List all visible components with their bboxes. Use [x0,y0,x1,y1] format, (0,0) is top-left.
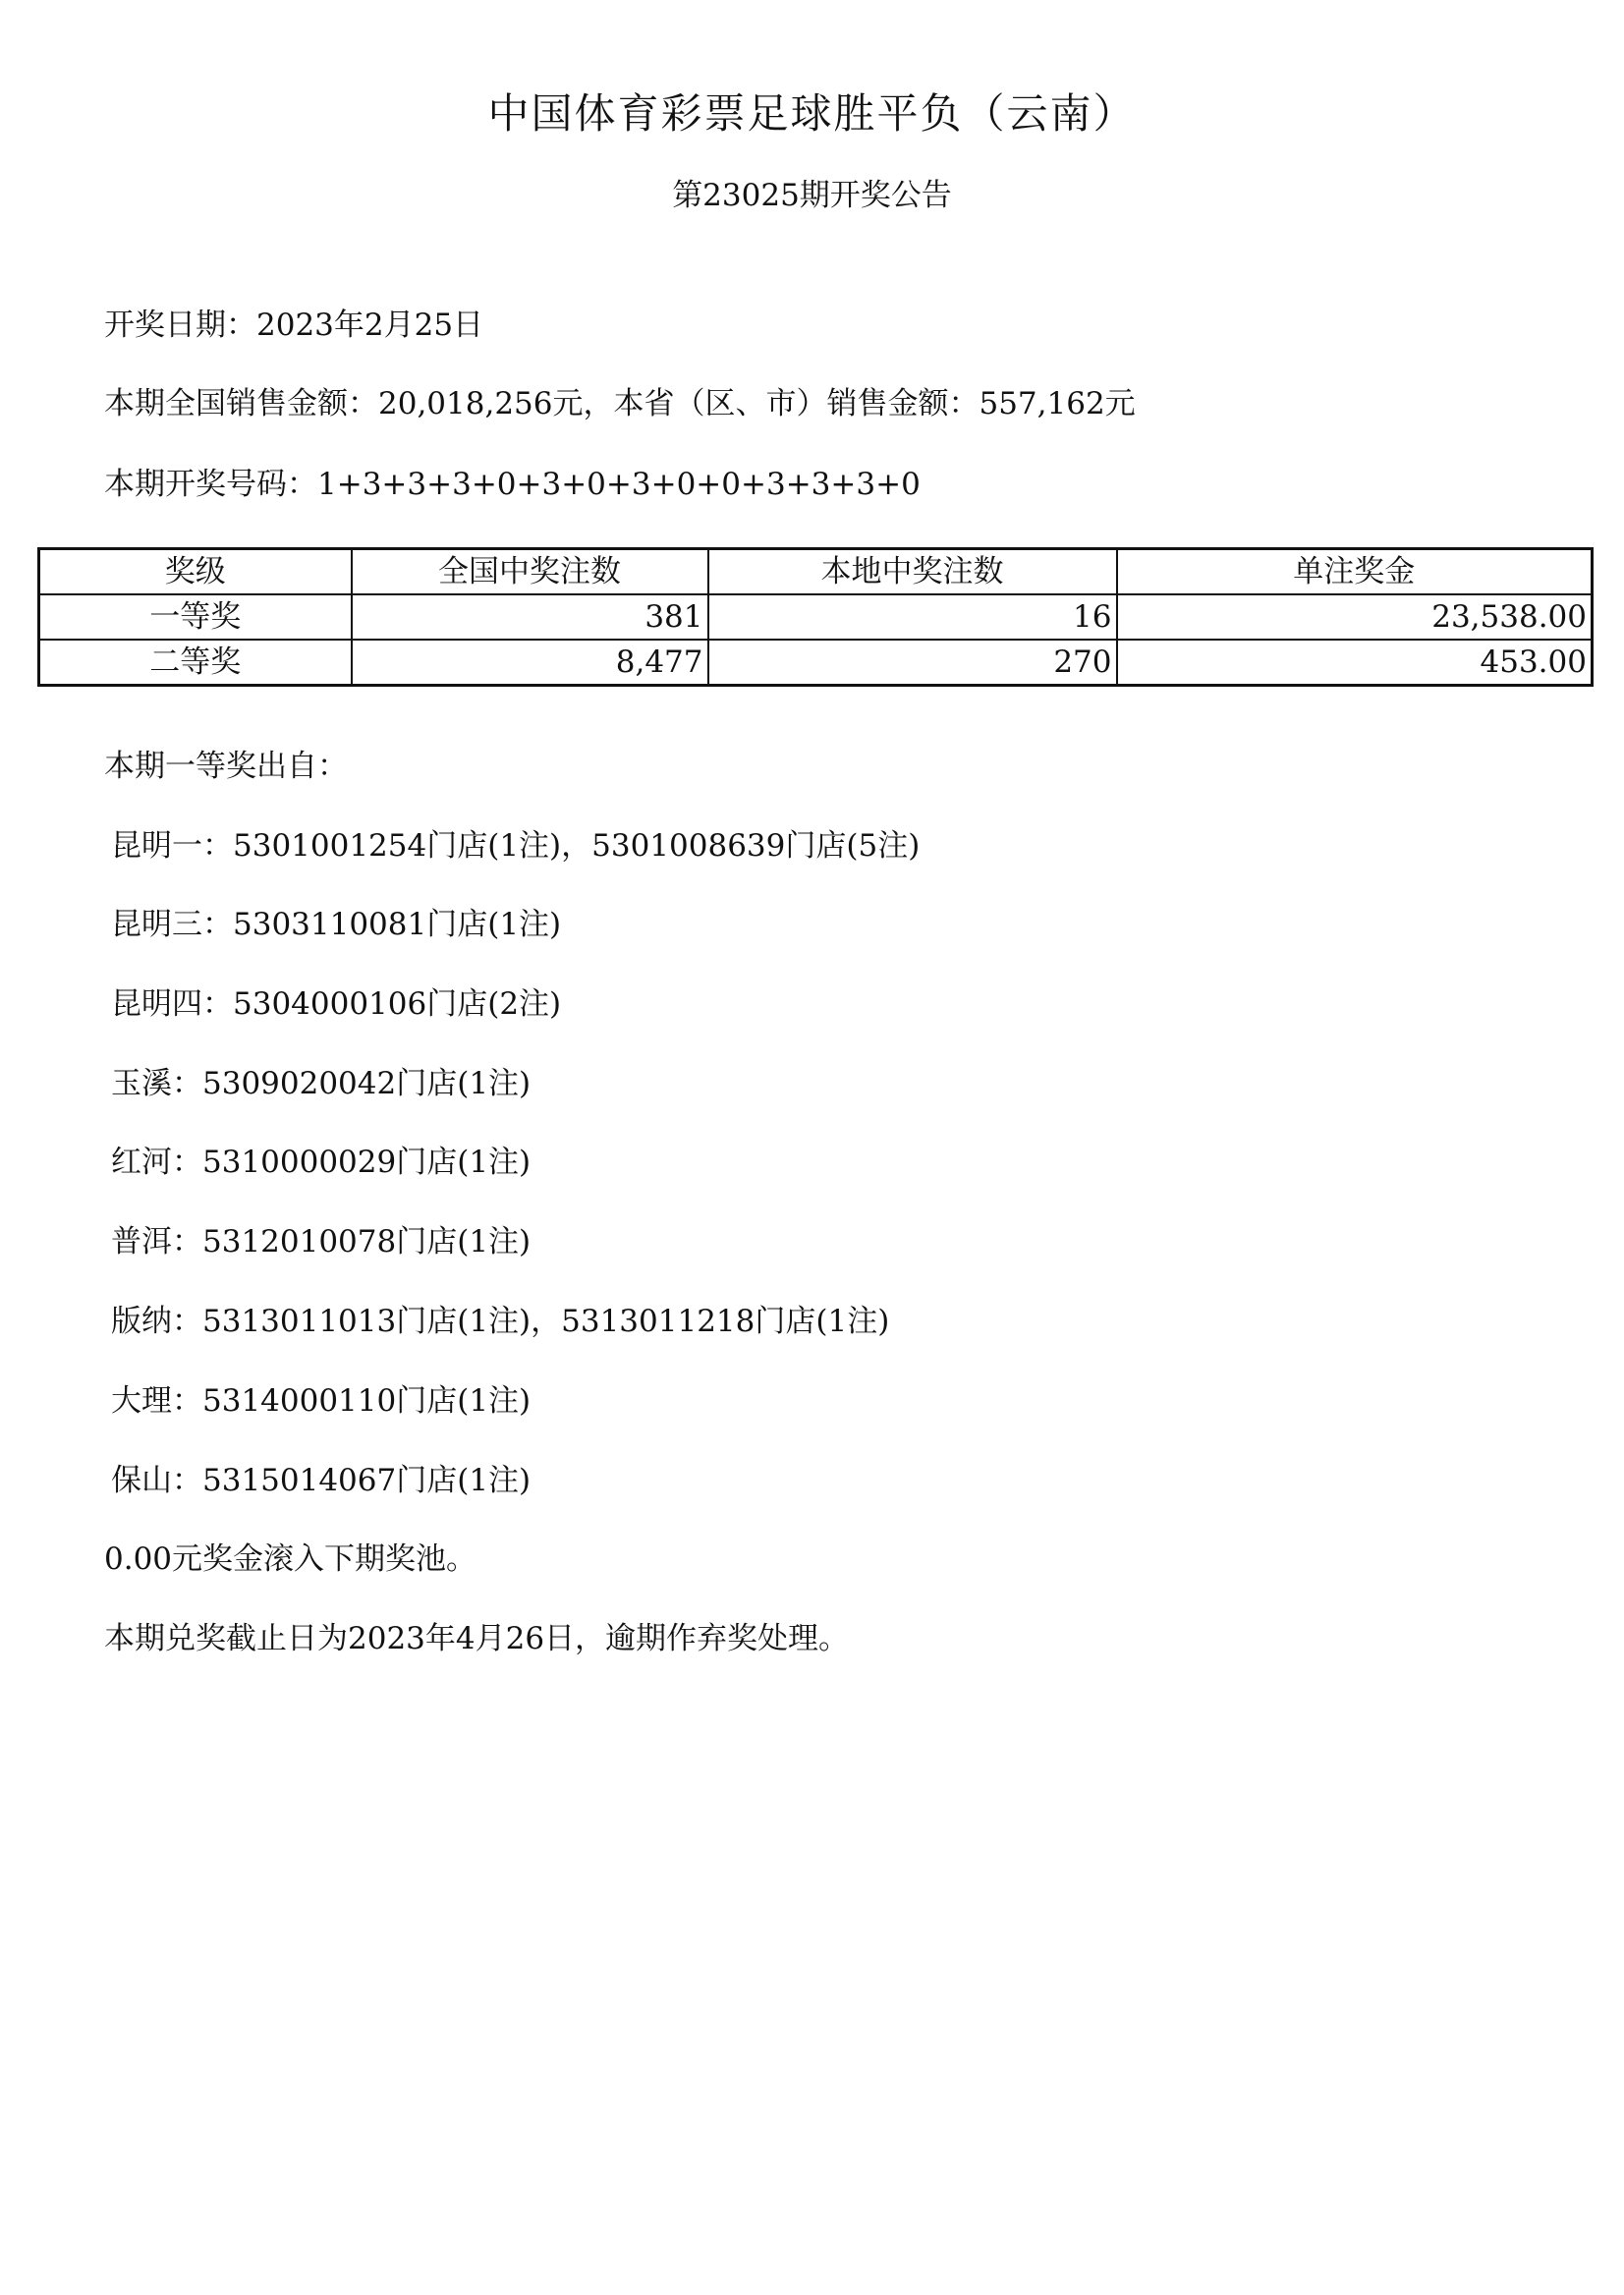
claim-deadline: 本期兑奖截止日为2023年4月26日，逾期作弃奖处理。 [104,1621,850,1656]
winner-location: 版纳：5313011013门店(1注)，5313011218门店(1注) [111,1304,890,1339]
winner-location: 玉溪：5309020042门店(1注) [111,1066,532,1101]
winner-location: 普洱：5312010078门店(1注) [111,1224,532,1259]
winner-location: 昆明一：5301001254门店(1注)，5301008639门店(5注) [111,828,921,864]
draw-numbers: 本期开奖号码：1+3+3+3+0+3+0+3+0+0+3+3+3+0 [104,467,921,502]
table-row [39,640,1593,686]
table-row [39,594,1593,640]
issue-subtitle: 第23025期开奖公告 [672,178,952,213]
winner-location: 大理：5314000110门店(1注) [111,1383,532,1419]
page-title: 中国体育彩票足球胜平负（云南） [487,89,1137,138]
header-prize-amount: 单注奖金 [1117,549,1593,595]
prize-level: 一等奖 [39,594,352,640]
prize-amount: 23,538.00 [1117,594,1593,640]
winner-location: 昆明三：5303110081门店(1注) [111,907,562,942]
local-winners: 270 [708,640,1117,686]
draw-date: 开奖日期：2023年2月25日 [104,308,484,343]
header-national-winners: 全国中奖注数 [352,549,708,595]
winners-heading: 本期一等奖出自： [104,749,348,784]
prize-level: 二等奖 [39,640,352,686]
table-header-row [39,549,1593,595]
prize-amount: 453.00 [1117,640,1593,686]
winner-location: 保山：5315014067门店(1注) [111,1463,532,1498]
header-prize-level: 奖级 [39,549,352,595]
winner-location: 红河：5310000029门店(1注) [111,1145,532,1180]
rollover-note: 0.00元奖金滚入下期奖池。 [104,1541,477,1577]
national-winners: 8,477 [352,640,708,686]
header-local-winners: 本地中奖注数 [708,549,1117,595]
winner-location: 昆明四：5304000106门店(2注) [111,986,562,1022]
local-winners: 16 [708,594,1117,640]
prize-table [37,547,1594,687]
sales-amount: 本期全国销售金额：20,018,256元，本省（区、市）销售金额：557,162元 [104,386,1136,421]
national-winners: 381 [352,594,708,640]
